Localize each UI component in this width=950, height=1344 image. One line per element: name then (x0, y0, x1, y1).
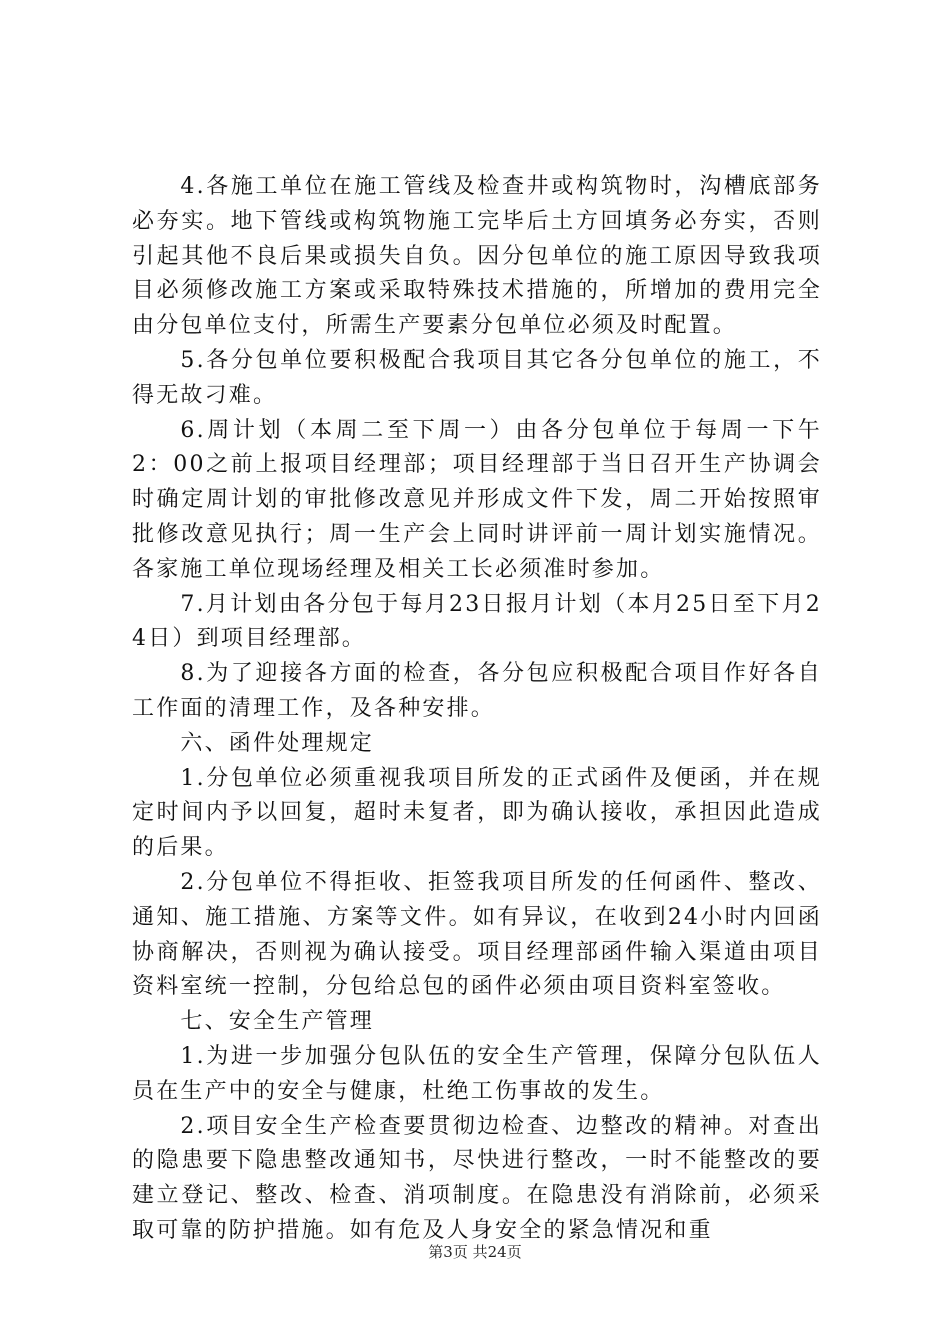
page-footer: 第3页 共24页 (428, 1243, 522, 1261)
paragraph-safety-2: 2.项目安全生产检查要贯彻边检查、边整改的精神。对查出的隐患要下隐患整改通知书，尽快进行整改，一时不能整改的要建立登记、整改、检查、消项制度。在隐患没有消除前，必须采取可靠的防护措施。如有危及人身安全的紧急情况和重 (132, 1113, 822, 1243)
paragraph-safety-1: 1.为进一步加强分包队伍的安全生产管理，保障分包队伍人员在生产中的安全与健康，杜绝工伤事故的发生。 (132, 1043, 822, 1104)
section-heading-safety: 七、安全生产管理 (180, 1009, 374, 1035)
section-heading-correspondence: 六、函件处理规定 (180, 730, 374, 756)
paragraph-correspondence-1: 1.分包单位必须重视我项目所发的正式函件及便函，并在规定时间内予以回复，超时未复者，即为确认接收，承担因此造成的后果。 (132, 765, 822, 861)
paragraph-item-4: 4.各施工单位在施工管线及检查井或构筑物时，沟槽底部务必夯实。地下管线或构筑物施工完毕后土方回填务必夯实，否则引起其他不良后果或损失自负。因分包单位的施工原因导致我项目必须修改施工方案或采取特殊技术措施的，所增加的费用完全由分包单位支付，所需生产要素分包单位必须及时配置。 (132, 174, 822, 339)
paragraph-item-7: 7.月计划由各分包于每月23日报月计划（本月25日至下月24日）到项目经理部。 (132, 591, 822, 652)
document-body (132, 170, 822, 1249)
paragraph-item-5: 5.各分包单位要积极配合我项目其它各分包单位的施工，不得无故刁难。 (132, 347, 822, 408)
paragraph-item-8: 8.为了迎接各方面的检查，各分包应积极配合项目作好各自工作面的清理工作，及各种安排。 (132, 661, 822, 721)
paragraph-item-6: 6.周计划（本周二至下周一）由各分包单位于每周一下午2：00之前上报项目经理部；项目经理部于当日召开生产协调会时确定周计划的审批修改意见并形成文件下发，周二开始按照审批修改意见执行；周一生产会上同时讲评前一周计划实施情况。各家施工单位现场经理及相关工长必须准时参加。 (132, 417, 822, 582)
paragraph-correspondence-2: 2.分包单位不得拒收、拒签我项目所发的任何函件、整改、通知、施工措施、方案等文件。如有异议，在收到24小时内回函协商解决，否则视为确认接受。项目经理部函件输入渠道由项目资料室统一控制，分包给总包的函件必须由项目资料室签收。 (132, 869, 822, 1000)
